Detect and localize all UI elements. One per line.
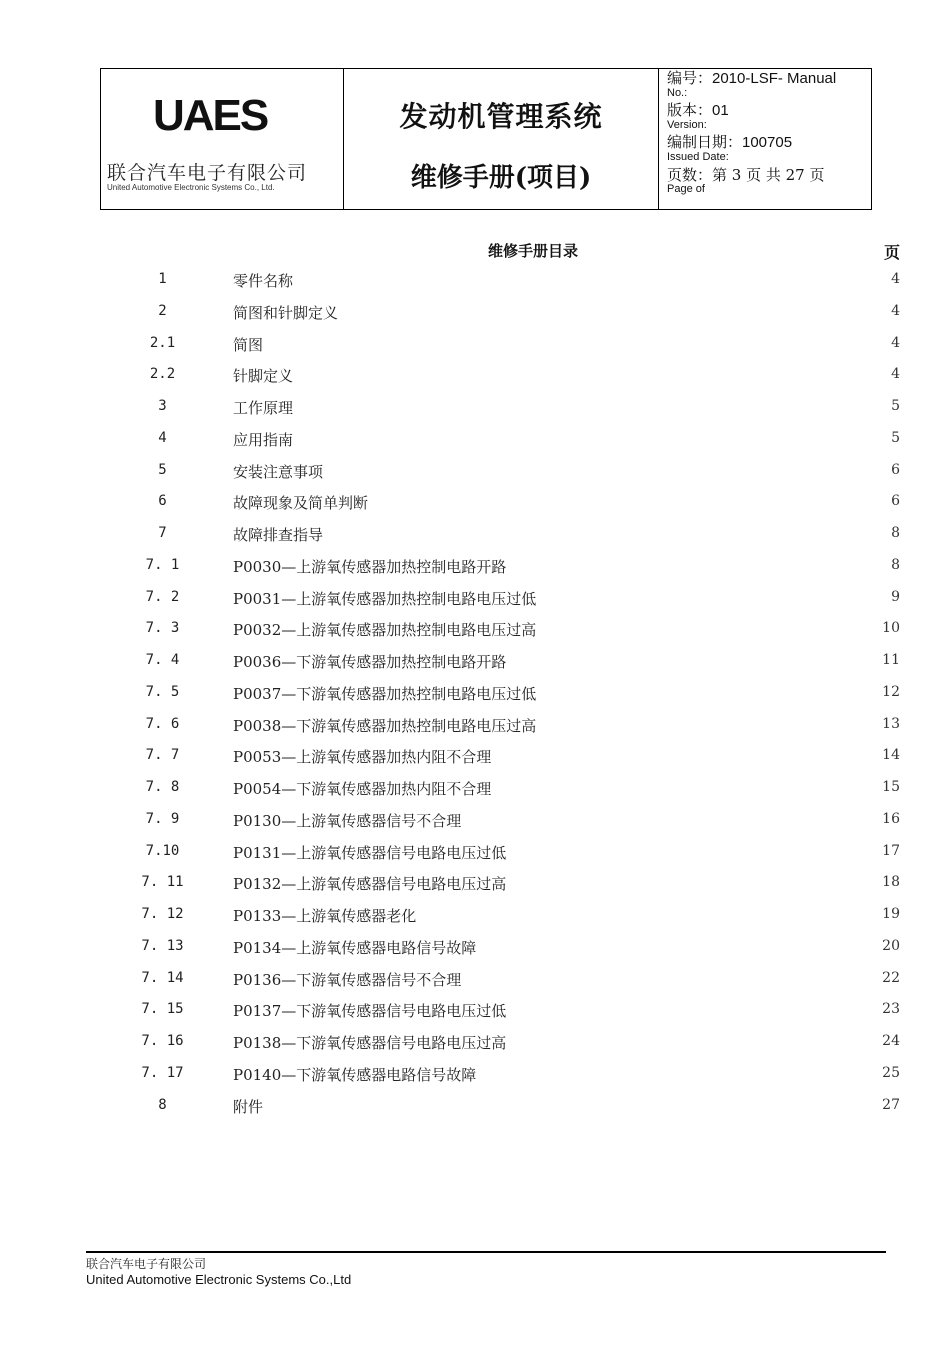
toc-entry[interactable] (0, 424, 950, 456)
toc-entry-num: 7. 12 (141, 906, 184, 922)
toc-entry-text: 附件 (233, 1097, 264, 1116)
toc-entry-text: P0138—下游氧传感器信号电路电压过高 (233, 1034, 507, 1052)
toc-entry-text: P0136—下游氧传感器信号不合理 (233, 970, 462, 989)
toc-entry-page: 17 (882, 842, 900, 859)
doc-number-label-en: No.: (667, 87, 688, 99)
toc-entry-page: 23 (882, 1001, 900, 1018)
toc-entry-num: 7. 8 (145, 779, 180, 795)
toc-entry-page: 4 (891, 366, 900, 383)
toc-entry-page: 25 (882, 1064, 900, 1081)
toc-entry-num: 2.1 (149, 334, 176, 351)
doc-version-label-en: Version: (667, 119, 707, 131)
toc-entry[interactable] (0, 646, 950, 678)
toc-entry-page: 8 (891, 556, 900, 573)
toc-entry-page: 12 (882, 683, 900, 700)
toc-entry[interactable] (0, 583, 950, 615)
toc-entry-page: 14 (882, 747, 900, 764)
toc-entry[interactable] (0, 1059, 950, 1091)
info-cell (659, 69, 871, 209)
toc-entry-num: 5 (158, 461, 167, 478)
toc-entry[interactable] (0, 1091, 950, 1123)
toc-entry[interactable] (0, 964, 950, 996)
toc-entry-page: 11 (882, 652, 900, 668)
toc-entry[interactable] (0, 360, 950, 392)
toc-entry-num: 7. 6 (145, 715, 180, 732)
toc-entry[interactable] (0, 392, 950, 424)
footer-company-en: United Automotive Electronic Systems Co.,Ltd (86, 1272, 352, 1287)
toc-entry[interactable] (0, 265, 950, 297)
toc-entry-num: 2.2 (149, 366, 176, 383)
toc-entry[interactable] (0, 551, 950, 583)
toc-entry-text: 简图 (233, 335, 264, 354)
toc-entry-text: P0032—上游氧传感器加热控制电路电压过高 (233, 621, 537, 640)
toc-entry[interactable] (0, 805, 950, 837)
toc-entry-page: 15 (882, 779, 900, 795)
toc-entry-num: 8 (158, 1096, 167, 1113)
toc-entry-page: 4 (891, 271, 900, 287)
page-count: 页数：第 3 页 共 27 页 (667, 166, 825, 184)
toc-entry-page: 6 (891, 493, 900, 510)
toc-entry[interactable] (0, 710, 950, 742)
company-name-cn: 联合汽车电子有限公司 (107, 162, 308, 184)
toc-entry-text: 故障现象及简单判断 (233, 494, 369, 513)
toc-entry-num: 4 (158, 429, 167, 446)
footer-divider (86, 1251, 886, 1253)
toc-entry-text: P0037—下游氧传感器加热控制电路电压过低 (233, 684, 537, 703)
toc-entry-num: 7. 16 (141, 1033, 184, 1049)
toc-entry-num: 7. 11 (141, 874, 184, 891)
toc-entry-num: 7 (158, 525, 167, 541)
toc-page-header: 页 (884, 243, 901, 262)
toc-entry-text: P0140—下游氧传感器电路信号故障 (233, 1065, 477, 1084)
toc-entry[interactable] (0, 487, 950, 519)
toc-entry-text: P0133—上游氧传感器老化 (233, 907, 417, 925)
toc-title: 维修手册目录 (488, 242, 579, 260)
toc-entry-page: 10 (882, 620, 900, 637)
toc-entry-page: 8 (891, 525, 900, 541)
issued-date: 编制日期：100705 (667, 134, 793, 151)
toc-entry-page: 20 (882, 937, 900, 954)
toc-entry[interactable] (0, 837, 950, 869)
toc-entry[interactable] (0, 932, 950, 964)
toc-entry-page: 4 (891, 302, 900, 319)
toc-entry-page: 4 (891, 334, 900, 351)
toc-entry-text: 零件名称 (233, 272, 294, 290)
toc-entry-num: 7. 5 (145, 683, 180, 700)
toc-entry-text: 故障排查指导 (233, 526, 324, 544)
toc-entry-text: 应用指南 (233, 430, 294, 449)
toc-entry[interactable] (0, 741, 950, 773)
logo-cell (101, 69, 344, 209)
toc-entry[interactable] (0, 678, 950, 710)
toc-entry-text: P0131—上游氧传感器信号电路电压过低 (233, 843, 507, 862)
toc-entry-page: 6 (891, 461, 900, 478)
toc-entry-page: 22 (882, 969, 900, 986)
toc-entry[interactable] (0, 456, 950, 488)
toc-entry-num: 7. 14 (141, 969, 184, 986)
toc-entry-text: P0054—下游氧传感器加热内阻不合理 (233, 780, 492, 798)
toc-entry-num: 7. 7 (145, 747, 180, 764)
toc-entry-num: 7. 1 (145, 556, 180, 573)
document-header (100, 68, 872, 210)
toc-entry-num: 7.10 (145, 842, 180, 859)
toc-entry-page: 19 (882, 906, 900, 922)
toc-entry[interactable] (0, 868, 950, 900)
toc-entry[interactable] (0, 329, 950, 361)
toc-entry-page: 18 (882, 874, 900, 891)
toc-entry-text: 简图和针脚定义 (233, 303, 339, 322)
issued-date-label-en: Issued Date: (667, 151, 729, 163)
toc-entry-num: 3 (158, 398, 167, 414)
toc-entry[interactable] (0, 1027, 950, 1059)
toc-entry-num: 7. 9 (145, 810, 180, 827)
toc-entry-num: 7. 3 (145, 620, 180, 637)
toc-entry[interactable] (0, 995, 950, 1027)
toc-entry-text: P0053—上游氧传感器加热内阻不合理 (233, 748, 492, 767)
footer-company-cn: 联合汽车电子有限公司 (86, 1257, 207, 1271)
uaes-logo: UAES (153, 91, 268, 140)
toc-entry-text: P0036—下游氧传感器加热控制电路开路 (233, 653, 507, 671)
toc-entry-num: 7. 4 (145, 652, 180, 668)
toc-entry-page: 5 (891, 429, 900, 446)
table-of-contents (0, 265, 950, 1122)
toc-entry-num: 1 (158, 271, 167, 287)
document-subtitle: 维修手册(项目) (410, 163, 592, 193)
toc-entry-num: 7. 15 (141, 1001, 184, 1018)
toc-entry[interactable] (0, 297, 950, 329)
company-name-en: United Automotive Electronic Systems Co., Ltd. (107, 183, 275, 192)
toc-entry-num: 2 (158, 302, 167, 319)
toc-entry[interactable] (0, 900, 950, 932)
toc-entry-text: P0137—下游氧传感器信号电路电压过低 (233, 1002, 507, 1021)
toc-entry-num: 6 (158, 493, 167, 510)
toc-entry-text: P0132—上游氧传感器信号电路电压过高 (233, 875, 507, 894)
toc-entry-text: 安装注意事项 (233, 462, 324, 481)
toc-entry-page: 24 (882, 1033, 900, 1049)
toc-entry-num: 7. 2 (145, 588, 180, 605)
toc-entry-page: 27 (882, 1096, 900, 1113)
toc-entry-text: 针脚定义 (233, 367, 294, 386)
toc-entry-text: P0030—上游氧传感器加热控制电路开路 (233, 557, 507, 576)
title-cell (344, 69, 659, 209)
toc-entry-text: P0038—下游氧传感器加热控制电路电压过高 (233, 716, 537, 735)
toc-entry-page: 9 (891, 588, 900, 605)
doc-version: 版本：01 (667, 102, 729, 119)
document-title: 发动机管理系统 (399, 100, 603, 133)
toc-entry[interactable] (0, 519, 950, 551)
toc-entry-page: 5 (891, 398, 900, 414)
toc-entry[interactable] (0, 614, 950, 646)
doc-number: 编号：2010-LSF- Manual (667, 70, 837, 87)
page-count-label-en: Page of (667, 183, 705, 195)
toc-entry-text: 工作原理 (233, 399, 294, 417)
toc-entry[interactable] (0, 773, 950, 805)
toc-entry-page: 16 (882, 810, 900, 827)
toc-entry-page: 13 (882, 715, 900, 732)
toc-entry-num: 7. 13 (141, 937, 184, 954)
toc-entry-text: P0134—上游氧传感器电路信号故障 (233, 938, 477, 957)
toc-entry-text: P0031—上游氧传感器加热控制电路电压过低 (233, 589, 537, 608)
toc-entry-num: 7. 17 (141, 1064, 184, 1081)
toc-entry-text: P0130—上游氧传感器信号不合理 (233, 811, 462, 830)
